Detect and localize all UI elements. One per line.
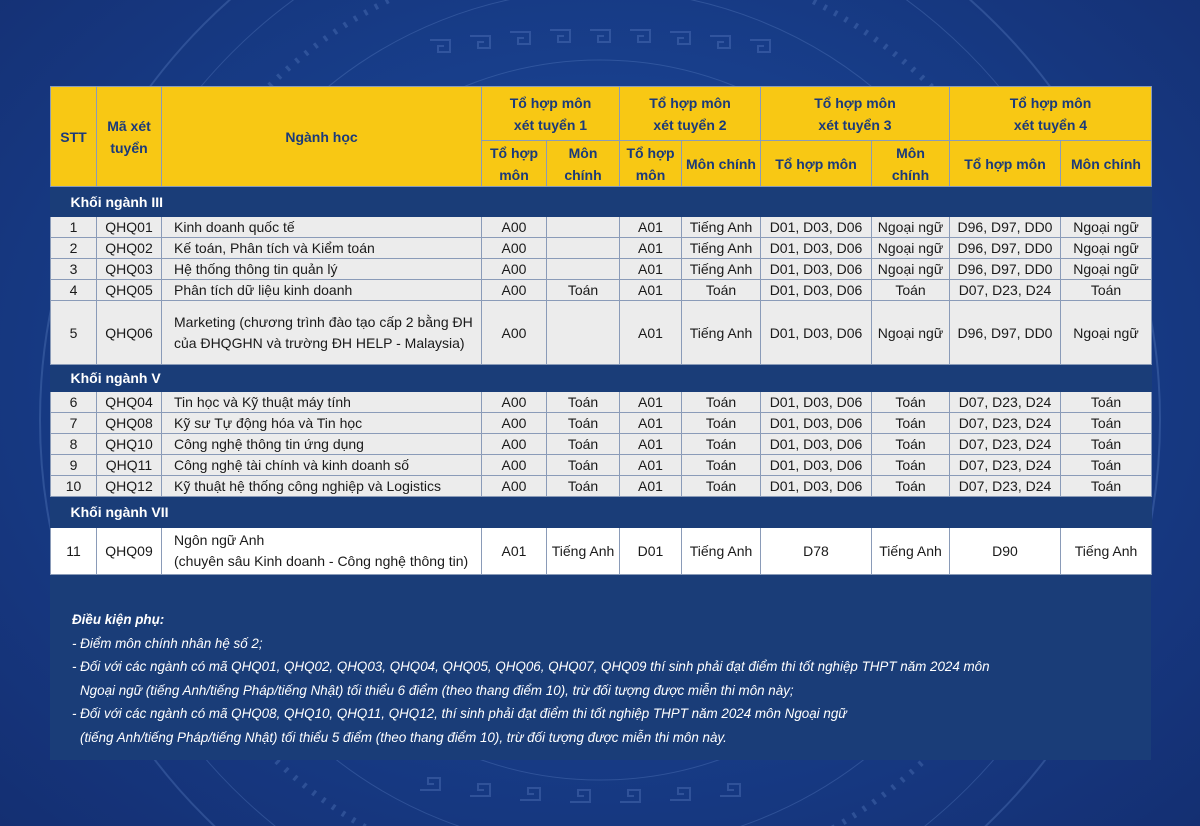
cell-ma: QHQ04 — [97, 392, 162, 413]
cell-to-hop-1: A00 — [482, 455, 547, 476]
cell-ma: QHQ01 — [97, 217, 162, 238]
cell-mon-chinh-4: Toán — [1061, 434, 1152, 455]
cell-to-hop-2: A01 — [620, 455, 682, 476]
cell-mon-chinh-4: Tiếng Anh — [1061, 528, 1152, 575]
cell-nganh: Công nghệ tài chính và kinh doanh số — [162, 455, 482, 476]
cell-to-hop-4: D07, D23, D24 — [950, 434, 1061, 455]
cell-mon-chinh-1: Toán — [547, 476, 620, 497]
cell-mon-chinh-2: Toán — [682, 455, 761, 476]
header-group-3: Tổ hợp môn xét tuyển 3 — [761, 87, 950, 141]
header-mon-chinh: Môn chính — [547, 141, 620, 187]
cell-stt: 11 — [51, 528, 97, 575]
cell-nganh: Công nghệ thông tin ứng dụng — [162, 434, 482, 455]
cell-mon-chinh-2: Toán — [682, 476, 761, 497]
cell-to-hop-2: A01 — [620, 392, 682, 413]
cell-to-hop-3: D01, D03, D06 — [761, 476, 872, 497]
section-label: Khối ngành III — [51, 187, 1152, 217]
cell-mon-chinh-1 — [547, 238, 620, 259]
header-to-hop-mon: Tổ hợp môn — [620, 141, 682, 187]
notes-line: (tiếng Anh/tiếng Pháp/tiếng Nhật) tối thiểu 5 điểm (theo thang điểm 10), trừ đối tượng được miễn thi môn này. — [80, 729, 727, 745]
cell-to-hop-4: D96, D97, DD0 — [950, 238, 1061, 259]
section-label: Khối ngành VII — [51, 497, 1152, 528]
cell-to-hop-2: D01 — [620, 528, 682, 575]
notes-line: - Điểm môn chính nhân hệ số 2; — [72, 635, 263, 651]
cell-stt: 5 — [51, 301, 97, 365]
notes-line: - Đối với các ngành có mã QHQ08, QHQ10, QHQ11, QHQ12, thí sinh phải đạt điểm thi tốt nghiệp THPT năm 2024 môn Ngoại ngữ — [72, 706, 847, 721]
cell-mon-chinh-4: Ngoại ngữ — [1061, 259, 1152, 280]
cell-mon-chinh-1 — [547, 301, 620, 365]
cell-to-hop-4: D07, D23, D24 — [950, 392, 1061, 413]
header-to-hop-mon: Tổ hợp môn — [950, 141, 1061, 187]
cell-stt: 2 — [51, 238, 97, 259]
cell-to-hop-4: D96, D97, DD0 — [950, 259, 1061, 280]
cell-to-hop-2: A01 — [620, 217, 682, 238]
cell-to-hop-4: D07, D23, D24 — [950, 413, 1061, 434]
section-label: Khối ngành V — [51, 365, 1152, 392]
cell-mon-chinh-2: Tiếng Anh — [682, 301, 761, 365]
cell-to-hop-1: A01 — [482, 528, 547, 575]
cell-nganh: Ngôn ngữ Anh (chuyên sâu Kinh doanh - Công nghệ thông tin) — [162, 528, 482, 575]
header-group-2: Tổ hợp môn xét tuyển 2 — [620, 87, 761, 141]
header-group-1: Tổ hợp môn xét tuyển 1 — [482, 87, 620, 141]
cell-nganh: Tin học và Kỹ thuật máy tính — [162, 392, 482, 413]
cell-ma: QHQ10 — [97, 434, 162, 455]
cell-nganh: Kỹ thuật hệ thống công nghiệp và Logistics — [162, 476, 482, 497]
cell-ma: QHQ03 — [97, 259, 162, 280]
cell-nganh: Hệ thống thông tin quản lý — [162, 259, 482, 280]
cell-to-hop-1: A00 — [482, 259, 547, 280]
cell-nganh: Marketing (chương trình đào tạo cấp 2 bằng ĐH của ĐHQGHN và trường ĐH HELP - Malaysia) — [162, 301, 482, 365]
cell-to-hop-3: D78 — [761, 528, 872, 575]
cell-stt: 1 — [51, 217, 97, 238]
cell-stt: 8 — [51, 434, 97, 455]
cell-mon-chinh-2: Tiếng Anh — [682, 238, 761, 259]
header-mon-chinh: Môn chính — [682, 141, 761, 187]
cell-to-hop-4: D07, D23, D24 — [950, 280, 1061, 301]
cell-to-hop-2: A01 — [620, 413, 682, 434]
cell-stt: 6 — [51, 392, 97, 413]
header-nganh-hoc: Ngành học — [162, 87, 482, 187]
cell-to-hop-3: D01, D03, D06 — [761, 392, 872, 413]
cell-ma: QHQ06 — [97, 301, 162, 365]
cell-to-hop-4: D96, D97, DD0 — [950, 301, 1061, 365]
cell-mon-chinh-4: Ngoại ngữ — [1061, 217, 1152, 238]
cell-mon-chinh-1: Toán — [547, 455, 620, 476]
cell-to-hop-4: D07, D23, D24 — [950, 476, 1061, 497]
header-mon-chinh: Môn chính — [872, 141, 950, 187]
cell-mon-chinh-2: Toán — [682, 413, 761, 434]
cell-ma: QHQ05 — [97, 280, 162, 301]
cell-to-hop-3: D01, D03, D06 — [761, 455, 872, 476]
cell-mon-chinh-1: Toán — [547, 434, 620, 455]
notes-line: - Đối với các ngành có mã QHQ01, QHQ02, QHQ03, QHQ04, QHQ05, QHQ06, QHQ07, QHQ09 thí sinh phải đạt điểm thi tốt nghiệp THPT năm 2024 môn — [72, 659, 990, 674]
cell-mon-chinh-2: Tiếng Anh — [682, 528, 761, 575]
cell-mon-chinh-1: Toán — [547, 280, 620, 301]
cell-mon-chinh-4: Toán — [1061, 455, 1152, 476]
cell-mon-chinh-3: Ngoại ngữ — [872, 259, 950, 280]
cell-to-hop-4: D90 — [950, 528, 1061, 575]
cell-mon-chinh-1 — [547, 259, 620, 280]
admission-table — [50, 86, 1152, 575]
cell-to-hop-1: A00 — [482, 392, 547, 413]
header-ma-xet-tuyen: Mã xét tuyển — [97, 87, 162, 187]
cell-to-hop-2: A01 — [620, 238, 682, 259]
cell-nganh: Kỹ sư Tự động hóa và Tin học — [162, 413, 482, 434]
cell-to-hop-1: A00 — [482, 413, 547, 434]
cell-mon-chinh-3: Ngoại ngữ — [872, 217, 950, 238]
cell-mon-chinh-2: Toán — [682, 280, 761, 301]
notes-line: Ngoại ngữ (tiếng Anh/tiếng Pháp/tiếng Nhật) tối thiểu 6 điểm (theo thang điểm 10), trừ đối tượng được miễn thi môn này; — [80, 682, 794, 698]
cell-mon-chinh-3: Toán — [872, 280, 950, 301]
cell-ma: QHQ11 — [97, 455, 162, 476]
cell-stt: 3 — [51, 259, 97, 280]
cell-to-hop-2: A01 — [620, 434, 682, 455]
cell-mon-chinh-2: Toán — [682, 392, 761, 413]
header-mon-chinh: Môn chính — [1061, 141, 1152, 187]
header-group-4: Tổ hợp môn xét tuyển 4 — [950, 87, 1152, 141]
cell-to-hop-3: D01, D03, D06 — [761, 434, 872, 455]
cell-mon-chinh-1: Toán — [547, 392, 620, 413]
cell-stt: 10 — [51, 476, 97, 497]
cell-to-hop-4: D96, D97, DD0 — [950, 217, 1061, 238]
cell-mon-chinh-3: Tiếng Anh — [872, 528, 950, 575]
cell-ma: QHQ02 — [97, 238, 162, 259]
cell-to-hop-1: A00 — [482, 301, 547, 365]
cell-mon-chinh-4: Ngoại ngữ — [1061, 238, 1152, 259]
cell-to-hop-3: D01, D03, D06 — [761, 238, 872, 259]
cell-mon-chinh-2: Toán — [682, 434, 761, 455]
cell-to-hop-3: D01, D03, D06 — [761, 301, 872, 365]
cell-mon-chinh-3: Ngoại ngữ — [872, 238, 950, 259]
cell-mon-chinh-3: Toán — [872, 476, 950, 497]
cell-mon-chinh-4: Ngoại ngữ — [1061, 301, 1152, 365]
cell-to-hop-2: A01 — [620, 259, 682, 280]
cell-to-hop-3: D01, D03, D06 — [761, 259, 872, 280]
cell-to-hop-3: D01, D03, D06 — [761, 413, 872, 434]
cell-to-hop-2: A01 — [620, 301, 682, 365]
cell-to-hop-2: A01 — [620, 280, 682, 301]
cell-to-hop-3: D01, D03, D06 — [761, 280, 872, 301]
cell-nganh: Kế toán, Phân tích và Kiểm toán — [162, 238, 482, 259]
header-to-hop-mon: Tổ hợp môn — [761, 141, 872, 187]
cell-to-hop-1: A00 — [482, 434, 547, 455]
cell-to-hop-1: A00 — [482, 238, 547, 259]
cell-mon-chinh-4: Toán — [1061, 392, 1152, 413]
additional-conditions — [72, 608, 1132, 749]
cell-mon-chinh-2: Tiếng Anh — [682, 259, 761, 280]
cell-mon-chinh-3: Toán — [872, 434, 950, 455]
cell-stt: 9 — [51, 455, 97, 476]
cell-mon-chinh-1: Toán — [547, 413, 620, 434]
cell-stt: 7 — [51, 413, 97, 434]
header-stt: STT — [51, 87, 97, 187]
cell-nganh: Kinh doanh quốc tế — [162, 217, 482, 238]
cell-mon-chinh-4: Toán — [1061, 476, 1152, 497]
cell-mon-chinh-2: Tiếng Anh — [682, 217, 761, 238]
cell-to-hop-1: A00 — [482, 217, 547, 238]
cell-stt: 4 — [51, 280, 97, 301]
cell-mon-chinh-1: Tiếng Anh — [547, 528, 620, 575]
cell-mon-chinh-4: Toán — [1061, 413, 1152, 434]
cell-to-hop-1: A00 — [482, 280, 547, 301]
cell-ma: QHQ08 — [97, 413, 162, 434]
table-header — [51, 87, 1152, 187]
cell-to-hop-2: A01 — [620, 476, 682, 497]
header-to-hop-mon: Tổ hợp môn — [482, 141, 547, 187]
cell-ma: QHQ09 — [97, 528, 162, 575]
cell-to-hop-4: D07, D23, D24 — [950, 455, 1061, 476]
cell-mon-chinh-1 — [547, 217, 620, 238]
cell-mon-chinh-3: Ngoại ngữ — [872, 301, 950, 365]
cell-nganh: Phân tích dữ liệu kinh doanh — [162, 280, 482, 301]
cell-mon-chinh-4: Toán — [1061, 280, 1152, 301]
notes-title: Điều kiện phụ: — [72, 612, 165, 627]
cell-ma: QHQ12 — [97, 476, 162, 497]
cell-to-hop-1: A00 — [482, 476, 547, 497]
cell-to-hop-3: D01, D03, D06 — [761, 217, 872, 238]
cell-mon-chinh-3: Toán — [872, 455, 950, 476]
cell-mon-chinh-3: Toán — [872, 392, 950, 413]
cell-mon-chinh-3: Toán — [872, 413, 950, 434]
